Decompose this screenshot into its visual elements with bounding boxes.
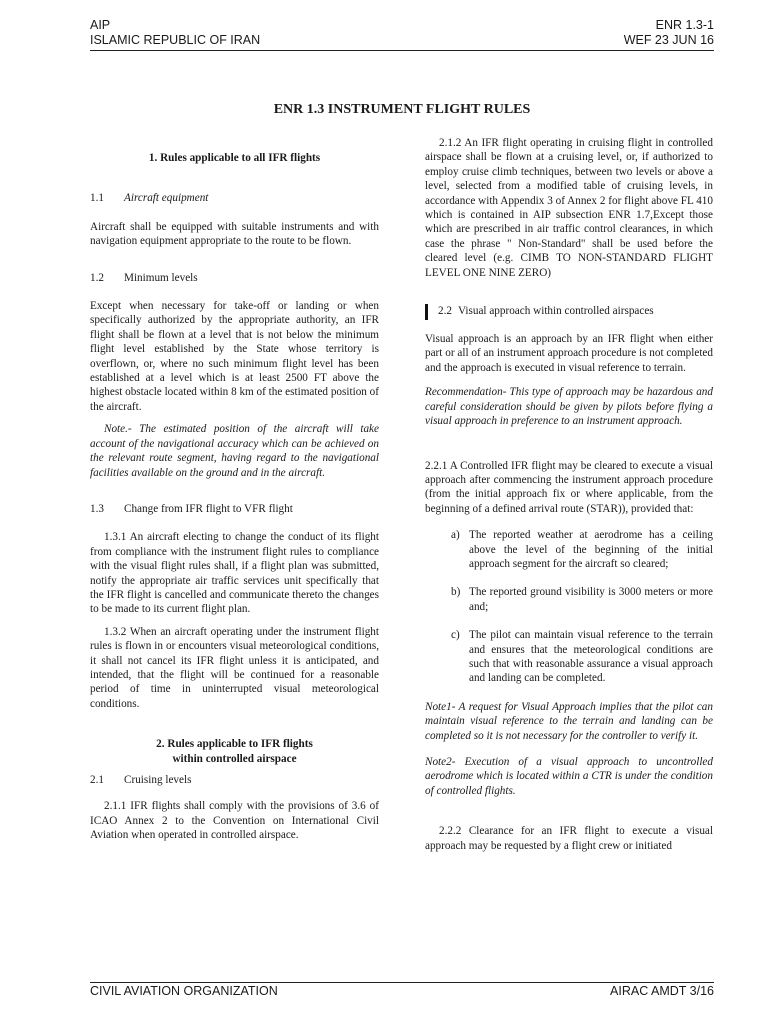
section-2-heading bbox=[90, 737, 379, 766]
section-title: Visual approach within controlled airspaces bbox=[458, 305, 654, 318]
section-1-2-note: Note.- The estimated position of the aircraft will take account of the navigational accuracy which can be achieved on the relevant route segment, having regard to the navigational facilities available on the ground and in the aircraft. bbox=[90, 423, 379, 479]
section-1-3-1-text: 1.3.1 An aircraft electing to change the conduct of its flight from compliance with the instrument flight rules to compliance with the visual flight rules shall, if a flight plan was submitted, notify the appropriate air traffic services unit specifically that the IFR flight is cancelled and communicate thereto the changes to be made to its current flight plan. bbox=[90, 531, 379, 616]
header-country: ISLAMIC REPUBLIC OF IRAN bbox=[90, 33, 261, 47]
section-2-heading-line2: within controlled airspace bbox=[172, 752, 297, 765]
list-text: The reported weather at aerodrome has a ceiling above the level of the beginning of the initial approach segment for the aircraft so cleared; bbox=[469, 529, 713, 570]
section-2-heading-line1: 2. Rules applicable to IFR flights bbox=[156, 738, 313, 751]
section-2-1-heading bbox=[90, 773, 379, 787]
section-1-3-2-text: 1.3.2 When an aircraft operating under the instrument flight rules is flown in or encounters visual meteorological conditions, it shall not cancel its IFR flight unless it is anticipated, and intended, that the flight will be continued for a reasonable period of time in uninterrupted visual meteorological conditions. bbox=[90, 625, 379, 710]
list-text: The reported ground visibility is 3000 meters or more and; bbox=[469, 586, 713, 613]
list-item bbox=[451, 528, 713, 571]
note-1: Note1- A request for Visual Approach implies that the pilot can maintain visual reference to the terrain and landing can be completed so it is not necessary for the controller to verify it. bbox=[425, 700, 713, 742]
section-title: Minimum levels bbox=[124, 271, 198, 284]
section-1-3-heading bbox=[90, 502, 379, 516]
section-number: 1.2 bbox=[90, 271, 104, 284]
section-number: 1.3 bbox=[90, 502, 104, 515]
section-number: 1.1 bbox=[90, 192, 104, 205]
page-title: ENR 1.3 INSTRUMENT FLIGHT RULES bbox=[273, 102, 531, 117]
left-column bbox=[90, 151, 379, 843]
section-title: Cruising levels bbox=[124, 774, 192, 786]
list-marker: c) bbox=[451, 629, 460, 642]
header-right bbox=[624, 18, 714, 48]
page-header bbox=[90, 0, 714, 50]
section-1-2-heading bbox=[90, 271, 379, 285]
list-marker: b) bbox=[451, 586, 461, 599]
note-2: Note2- Execution of a visual approach to uncontrolled aerodrome which is located within a CTR is under the condition of controlled flights. bbox=[425, 756, 713, 797]
footer-amendment: AIRAC AMDT 3/16 bbox=[610, 984, 714, 998]
section-2-2-2-text: 2.2.2 Clearance for an IFR flight to execute a visual approach may be requested by a flight crew or initiated bbox=[425, 825, 713, 852]
list-item bbox=[451, 628, 713, 686]
section-2-2-heading bbox=[425, 304, 713, 320]
footer-divider bbox=[90, 982, 714, 983]
section-title: Change from IFR flight to VFR flight bbox=[124, 502, 293, 515]
header-effective-date: WEF 23 JUN 16 bbox=[623, 33, 714, 47]
section-number: 2.2 bbox=[438, 305, 452, 318]
list-item bbox=[451, 585, 713, 614]
section-number: 2.1 bbox=[90, 774, 104, 786]
section-1-1-text: Aircraft shall be equipped with suitable instruments and with navigation equipment appropriate to the route to be flown. bbox=[90, 220, 379, 248]
section-2-1-2-text: 2.1.2 An IFR flight operating in cruising flight in controlled airspace shall be flown at a cruising level, or, if authorized to employ cruise climb techniques, between two levels or above a level, selected from a modified table of cruising levels, in accordance with Appendix 3 of Annex 2 for flight above FL 410 which is contained in AIP subsection ENR 1.7,Except those which are prescribed in air traffic control clearances, in which case the phrase " Non-Standard" shall be used before the cleared level (e.g. CIMB TO NON-STANDARD FLIGHT LEVEL ONE NINE ZERO) bbox=[425, 137, 713, 279]
right-column bbox=[425, 136, 713, 853]
footer-organization: CIVIL AVIATION ORGANIZATION bbox=[90, 984, 278, 998]
header-page-ref: ENR 1.3-1 bbox=[655, 18, 714, 32]
section-1-1-heading bbox=[90, 191, 379, 205]
section-1-2-text: Except when necessary for take-off or landing or when specifically authorized by the appropriate authority, an IFR flight shall be flown at a level that is not below the minimum flight level established by the State whose territory is overflown, or, where no such minimum flight level has been established at a level which is at least 2500 FT above the highest obstacle located within 8 km of the estimated position of the aircraft. bbox=[90, 300, 379, 413]
header-aip: AIP bbox=[90, 18, 111, 32]
section-2-1-1-text: 2.1.1 IFR flights shall comply with the provisions of 3.6 of ICAO Annex 2 to the Convention on International Civil Aviation when operated in controlled airspace. bbox=[90, 800, 379, 842]
section-2-2-recommendation: Recommendation- This type of approach may be hazardous and careful consideration should be given by pilots before flying a visual approach in preference to an instrument approach. bbox=[425, 386, 713, 428]
list-marker: a) bbox=[451, 529, 460, 542]
section-title: Aircraft equipment bbox=[124, 192, 209, 205]
section-1-heading: 1. Rules applicable to all IFR flights bbox=[148, 152, 321, 164]
header-left bbox=[90, 18, 260, 48]
amendment-bar bbox=[425, 304, 428, 320]
header-divider bbox=[90, 50, 714, 51]
section-2-2-text: Visual approach is an approach by an IFR flight when either part or all of an instrument approach procedure is not completed and the approach is executed in visual reference to terrain. bbox=[425, 333, 713, 374]
section-2-2-1-text: 2.2.1 A Controlled IFR flight may be cleared to execute a visual approach after commencing the instrument approach procedure (from the initial approach fix or where applicable, from the beginning of a defined arrival route (STAR)), provided that: bbox=[425, 459, 713, 515]
list-text: The pilot can maintain visual reference to the terrain and ensures that the meteorological conditions are such that with reasonable assurance a visual approach and landing can be completed. bbox=[469, 629, 713, 685]
